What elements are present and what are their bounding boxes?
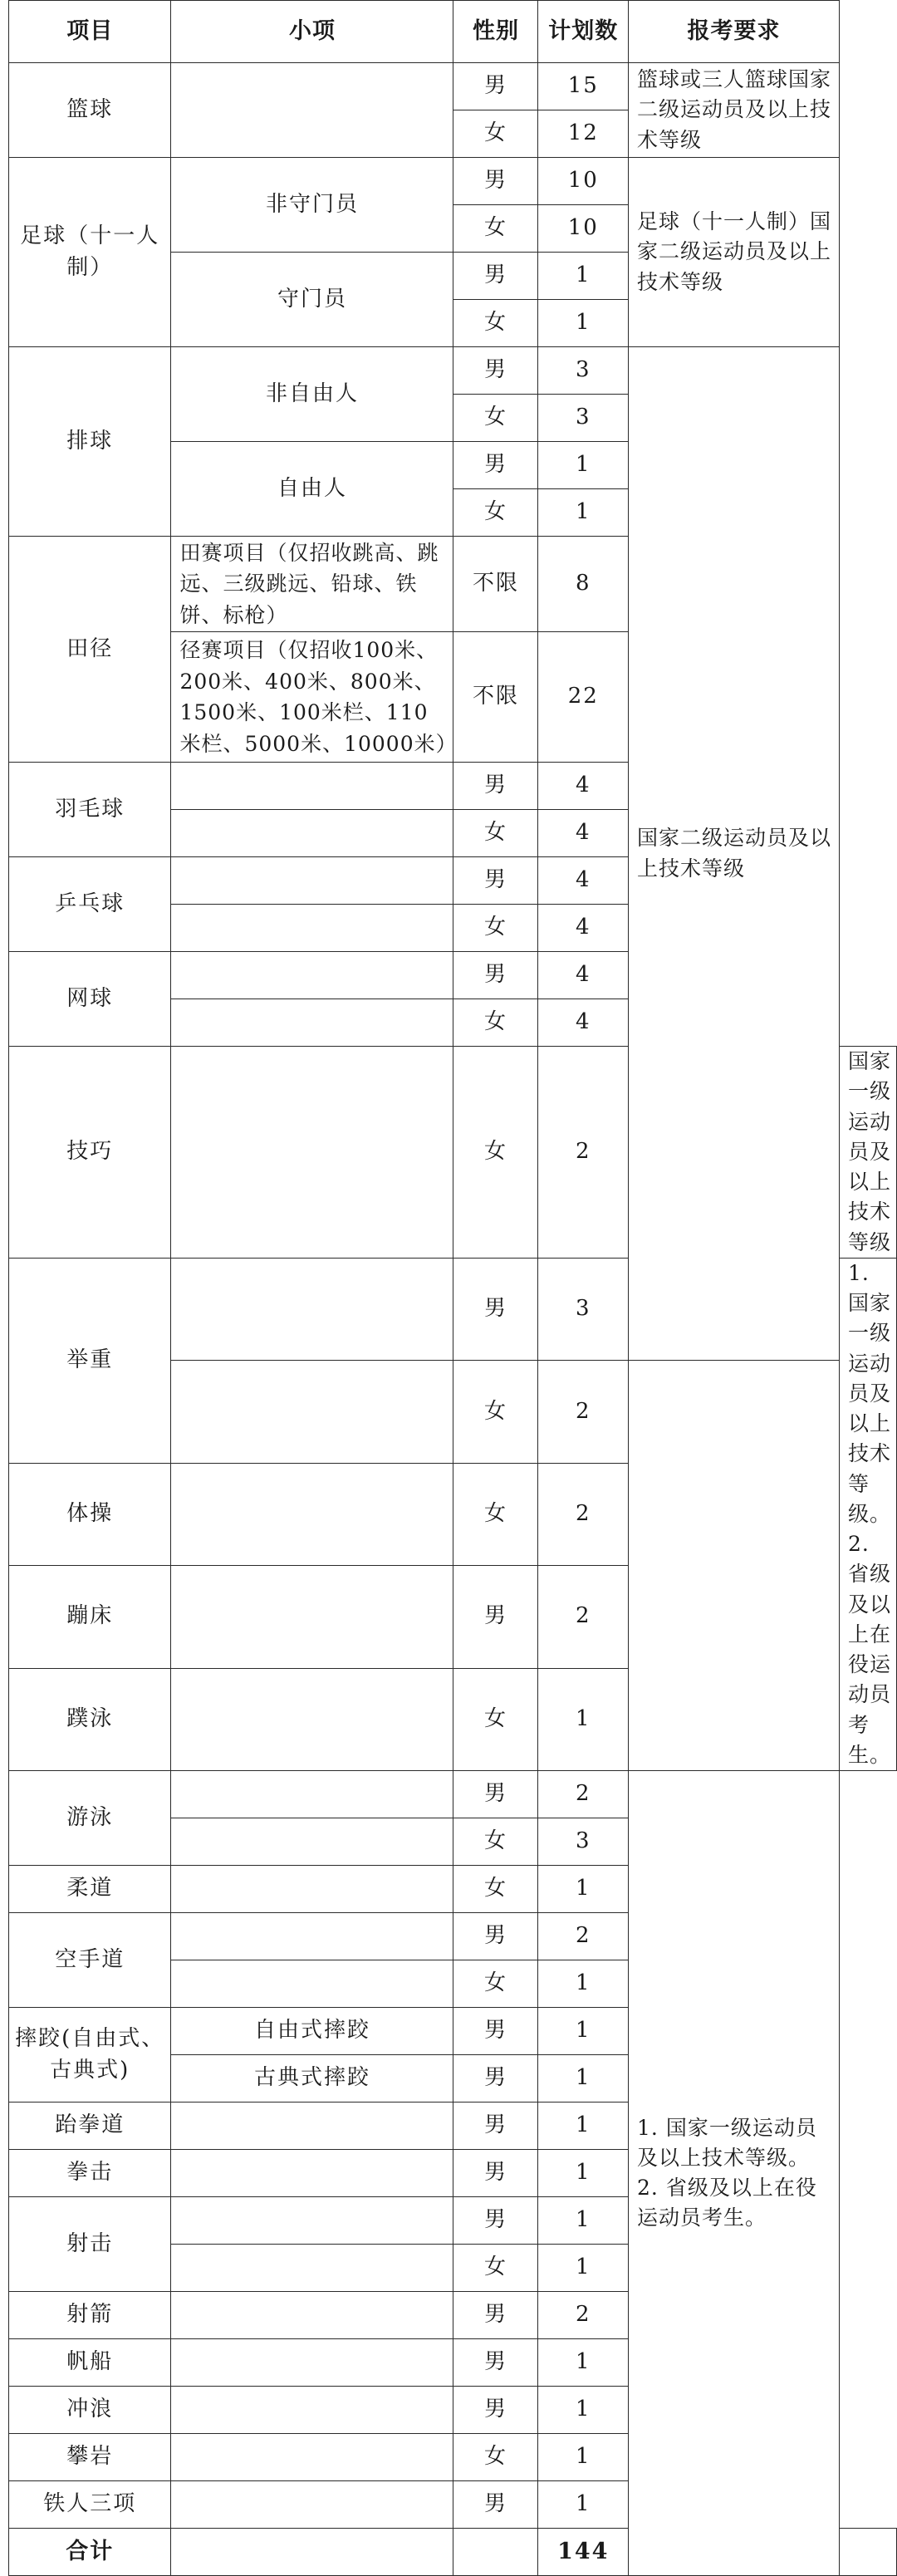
quota-cell: 15: [538, 63, 629, 110]
sub-cell: [171, 1047, 453, 1259]
project-cell: 摔跤(自由式、古典式): [9, 2008, 171, 2103]
gender-cell: 女: [453, 110, 538, 158]
project-cell: 足球（十一人制）: [9, 158, 171, 347]
project-cell: 体操: [9, 1463, 171, 1565]
project-cell: 蹦床: [9, 1566, 171, 1668]
quota-cell: 22: [538, 632, 629, 763]
quota-cell: 4: [538, 999, 629, 1047]
sub-cell: 守门员: [171, 253, 453, 347]
gender-cell: 男: [453, 952, 538, 999]
project-cell: 游泳: [9, 1771, 171, 1866]
project-cell: 铁人三项: [9, 2481, 171, 2529]
quota-cell: 3: [538, 1818, 629, 1866]
sub-cell: [171, 857, 453, 905]
gender-cell: 女: [453, 395, 538, 442]
gender-cell: 男: [453, 2292, 538, 2339]
sub-cell: [171, 810, 453, 857]
quota-cell: 1: [538, 442, 629, 489]
quota-cell: 2: [538, 1566, 629, 1668]
gender-cell: 男: [453, 2339, 538, 2387]
project-cell: 攀岩: [9, 2434, 171, 2481]
project-cell: 冲浪: [9, 2387, 171, 2434]
quota-cell: 2: [538, 1913, 629, 1960]
enrollment-plan-document: [8, 0, 897, 2576]
gender-cell: [453, 2529, 538, 2576]
quota-cell: 3: [538, 347, 629, 395]
project-cell: 帆船: [9, 2339, 171, 2387]
quota-cell: 1: [538, 2055, 629, 2103]
requirement-cell: 篮球或三人篮球国家二级运动员及以上技术等级: [629, 63, 840, 158]
quota-cell: 1: [538, 2245, 629, 2292]
sub-cell: [171, 2434, 453, 2481]
sub-cell: [171, 2529, 453, 2576]
sub-cell: [171, 2150, 453, 2197]
project-cell: 技巧: [9, 1047, 171, 1259]
quota-cell: 1: [538, 2150, 629, 2197]
gender-cell: 不限: [453, 537, 538, 632]
quota-cell: 1: [538, 2197, 629, 2245]
gender-cell: 男: [453, 347, 538, 395]
gender-cell: 女: [453, 1047, 538, 1259]
gender-cell: 男: [453, 2197, 538, 2245]
requirement-cell: [629, 1771, 840, 2576]
gender-cell: 女: [453, 810, 538, 857]
quota-cell: 2: [538, 1463, 629, 1565]
table-row: [9, 1463, 897, 1565]
gender-cell: 女: [453, 999, 538, 1047]
sub-cell: 非自由人: [171, 347, 453, 442]
quota-cell: 1: [538, 2387, 629, 2434]
header-sub: 小项: [171, 1, 453, 63]
sub-cell: 非守门员: [171, 158, 453, 253]
sub-cell: [171, 952, 453, 999]
quota-cell: 10: [538, 205, 629, 253]
quota-cell: 10: [538, 158, 629, 205]
quota-cell: 4: [538, 763, 629, 810]
sub-cell: 自由式摔跤: [171, 2008, 453, 2055]
sub-cell: [171, 1913, 453, 1960]
sub-cell: [171, 1818, 453, 1866]
gender-cell: 女: [453, 905, 538, 952]
quota-cell: 1: [538, 2008, 629, 2055]
quota-cell: 12: [538, 110, 629, 158]
gender-cell: 女: [453, 489, 538, 537]
gender-cell: 女: [453, 1818, 538, 1866]
gender-cell: 男: [453, 2481, 538, 2529]
requirement-cell: 国家一级运动员及以上技术等级: [840, 1047, 897, 1259]
project-cell: 空手道: [9, 1913, 171, 2008]
sub-cell: [171, 2103, 453, 2150]
requirement-cell: 足球（十一人制）国家二级运动员及以上技术等级: [629, 158, 840, 347]
table-row: [9, 1771, 897, 1818]
quota-cell: 1: [538, 489, 629, 537]
sub-cell: [171, 905, 453, 952]
sub-cell: [171, 1960, 453, 2008]
sub-cell: [171, 1258, 453, 1360]
project-cell: 柔道: [9, 1866, 171, 1913]
requirement-line: 2. 省级及以上在役运动员考生。: [848, 1532, 892, 1767]
sub-cell: [171, 2387, 453, 2434]
sub-cell: [171, 1866, 453, 1913]
sub-cell: 古典式摔跤: [171, 2055, 453, 2103]
gender-cell: 女: [453, 300, 538, 347]
sub-cell: [171, 1361, 453, 1463]
sub-cell: 自由人: [171, 442, 453, 537]
quota-cell: 3: [538, 395, 629, 442]
quota-cell: 1: [538, 2339, 629, 2387]
requirement-line: 1. 国家一级运动员及以上技术等级。: [637, 2115, 817, 2170]
header-project: 项目: [9, 1, 171, 63]
gender-cell: 男: [453, 2055, 538, 2103]
sub-cell: [171, 763, 453, 810]
requirement-line: 1. 国家一级运动员及以上技术等级。: [848, 1260, 892, 1526]
gender-cell: 男: [453, 63, 538, 110]
project-cell: 篮球: [9, 63, 171, 158]
gender-cell: 不限: [453, 632, 538, 763]
total-value: 144: [538, 2529, 629, 2576]
sub-cell: [171, 2292, 453, 2339]
project-cell: 射箭: [9, 2292, 171, 2339]
quota-cell: 4: [538, 905, 629, 952]
quota-cell: 1: [538, 1866, 629, 1913]
quota-cell: 4: [538, 810, 629, 857]
project-cell: 排球: [9, 347, 171, 537]
table-header-row: [9, 1, 897, 63]
gender-cell: 男: [453, 1771, 538, 1818]
project-cell: 乒乓球: [9, 857, 171, 952]
sub-cell: [171, 2197, 453, 2245]
quota-cell: 4: [538, 857, 629, 905]
gender-cell: 女: [453, 2434, 538, 2481]
gender-cell: 女: [453, 205, 538, 253]
project-cell: 拳击: [9, 2150, 171, 2197]
gender-cell: 男: [453, 763, 538, 810]
header-gender: 性别: [453, 1, 538, 63]
enrollment-plan-table: [8, 0, 897, 2576]
gender-cell: 男: [453, 1258, 538, 1360]
gender-cell: 女: [453, 2245, 538, 2292]
quota-cell: 1: [538, 253, 629, 300]
quota-cell: 1: [538, 1668, 629, 1771]
gender-cell: 女: [453, 1960, 538, 2008]
quota-cell: 8: [538, 537, 629, 632]
gender-cell: 男: [453, 253, 538, 300]
gender-cell: 男: [453, 2150, 538, 2197]
quota-cell: 1: [538, 2103, 629, 2150]
gender-cell: 男: [453, 2387, 538, 2434]
table-row: [9, 158, 897, 205]
header-requirement: 报考要求: [629, 1, 840, 63]
sub-cell: [171, 1463, 453, 1565]
gender-cell: 男: [453, 442, 538, 489]
table-row: [9, 1668, 897, 1771]
project-cell: 举重: [9, 1258, 171, 1463]
sub-cell: [171, 1668, 453, 1771]
sub-cell: 径赛项目（仅招收100米、200米、400米、800米、1500米、100米栏、110米栏、5000米、10000米）: [171, 632, 453, 763]
project-cell: 射击: [9, 2197, 171, 2292]
quota-cell: 1: [538, 1960, 629, 2008]
quota-cell: 2: [538, 1047, 629, 1259]
project-cell: 网球: [9, 952, 171, 1047]
quota-cell: 1: [538, 2434, 629, 2481]
requirement-cell: [840, 2529, 897, 2576]
sub-cell: [171, 2481, 453, 2529]
gender-cell: 女: [453, 1463, 538, 1565]
sub-cell: [171, 2245, 453, 2292]
sub-cell: [171, 1771, 453, 1818]
quota-cell: 4: [538, 952, 629, 999]
table-row: [9, 1566, 897, 1668]
gender-cell: 女: [453, 1361, 538, 1463]
gender-cell: 男: [453, 158, 538, 205]
gender-cell: 男: [453, 2008, 538, 2055]
sub-cell: [171, 999, 453, 1047]
quota-cell: 2: [538, 2292, 629, 2339]
project-cell: 蹼泳: [9, 1668, 171, 1771]
requirement-cell: 国家二级运动员及以上技术等级: [629, 347, 840, 1361]
project-cell: 跆拳道: [9, 2103, 171, 2150]
total-label: 合计: [9, 2529, 171, 2576]
project-cell: 田径: [9, 537, 171, 763]
quota-cell: 3: [538, 1258, 629, 1360]
gender-cell: 男: [453, 1913, 538, 1960]
quota-cell: 1: [538, 2481, 629, 2529]
table-row: [9, 347, 897, 395]
quota-cell: 2: [538, 1361, 629, 1463]
gender-cell: 男: [453, 1566, 538, 1668]
sub-cell: [171, 1566, 453, 1668]
gender-cell: 女: [453, 1866, 538, 1913]
quota-cell: 1: [538, 300, 629, 347]
project-cell: 羽毛球: [9, 763, 171, 857]
sub-cell: [171, 63, 453, 158]
sub-cell: [171, 2339, 453, 2387]
sub-cell: 田赛项目（仅招收跳高、跳远、三级跳远、铅球、铁饼、标枪）: [171, 537, 453, 632]
table-row: [9, 63, 897, 110]
gender-cell: 女: [453, 1668, 538, 1771]
gender-cell: 男: [453, 857, 538, 905]
header-quota: 计划数: [538, 1, 629, 63]
requirement-line: 2. 省级及以上在役运动员考生。: [637, 2176, 817, 2230]
gender-cell: 男: [453, 2103, 538, 2150]
quota-cell: 2: [538, 1771, 629, 1818]
requirement-cell: [840, 1258, 897, 1770]
